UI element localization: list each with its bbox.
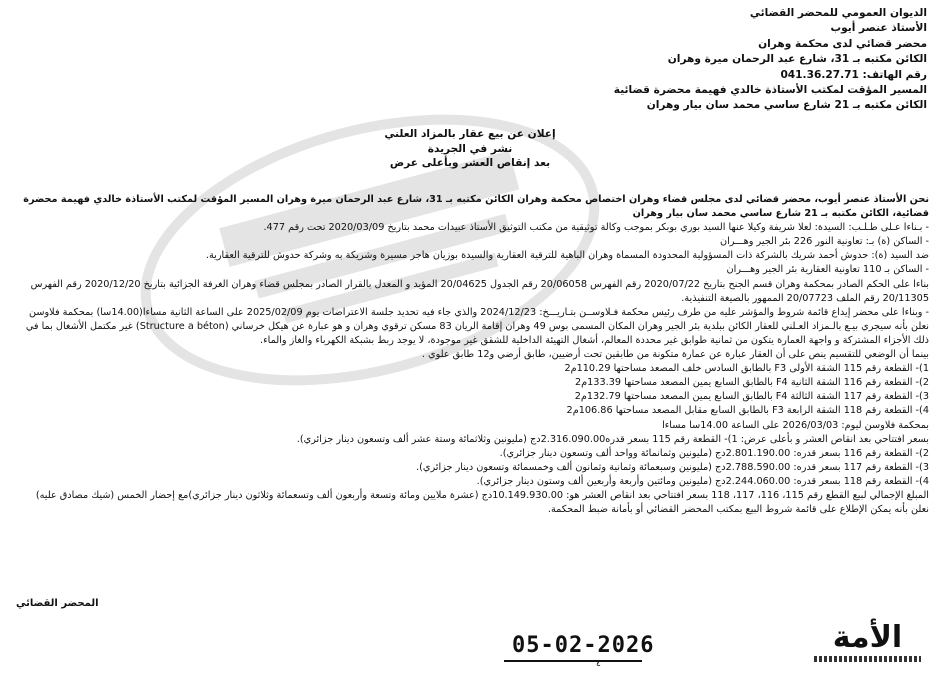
price-item: بسعر افتتاحي بعد انقاص العشر و بأعلى عرض: 1)- القطعة رقم 115 بسعر قدره2.316.090.00دج (مليونين وثلاثمائة وستة عشر ألف وتسعون دينار جزائري).	[296, 433, 929, 445]
body-paragraph: نعلن بأنه سيجري بيـع بالـمزاد العـلني للعقار الكائن ببلدية بئر الجير وهران المكان المسمى بوس 49 وهران إقامة الريان 83 مسكن ترقوي وهران و هو عبارة عن هيكل خرساني (Structure a béton) غير مكتمل الأشغال بما في ذلك الأجزاء المشتركة و واجهة العمارة يتكون من ثمانية طوابق غير محددة المعالم، أشغال التهيئة الداخلية للشقق غير موجودة، لا يوجد ربط بشبكة الكهرباء والغاز والماء.	[25, 320, 929, 346]
body-paragraph: نعلن بأنه يمكن الإطلاع على قائمة شروط البيع بمكتب المحضر القضائي أو بأمانة ضبط المحكمة.	[547, 504, 929, 516]
body-paragraph: ضد السيد (ة): حدوش أحمد شريك بالشركة ذات المسؤولية المحدودة المسماة وهران الباهية للترقية العقارية والسيدة بوزيان هاجر مسيرة وشريكة به وشركة حدوش للترقية العقارية.	[205, 250, 929, 262]
body-paragraph: بناءا على الحكم الصادر بمحكمة وهران قسم الجنح بتاريخ 2020/07/22 رقم الفهرس 20/06058 رقم الجدول 20/04625 المؤيد و المعدل بالقرار الصادر بمجلس قضاء وهران الغرفة الجزائية بتاريخ 2020/12/20 رقم الفهرس 20/11305 رقم الملف 20/07723 الممهور بالصيغة التنفيذية.	[30, 278, 929, 304]
body-paragraph: بينما أن الوضعي للتقسيم ينص على أن العقار عبارة عن عمارة متكونة من طابقين تحت أرضيين، طابق أرضي و12 طابق علوي .	[421, 349, 929, 361]
body-paragraph: - وبناءا على محضر إيداع قائمة شروط والمؤشر عليه من طرف رئيس محكمة فـلاوســن بتـاريـــخ: 2024/12/23 والذي جاء فيه تحديد جلسة الاعتراضات يوم 2025/02/09 على الساعة الثانية مساءا(14.00سا) بمحكمة فلاوسن	[29, 306, 929, 318]
logo-text: الأمة	[832, 620, 903, 655]
body-paragraph: نحن الأستاذ عنصر أيوب، محضر قضائي لدى مجلس قضاء وهران اختصاص محكمة وهران الكائن مكتبه بـ 31، شارع عبد الرحمان ميرة وهران المسير المؤقت لمكتب الأستاذة خالدي فهيمة محضرة قضائية، الكائن مكتبه بـ 21 شارع ساسي محمد سان بيار وهران	[23, 194, 929, 220]
body-paragraph: المبلغ الإجمالي لبيع القطع رقم 115، 116، 117، 118 بسعر افتتاحي بعد انقاص العشر هو: 10.149.930.00دج (عشرة ملايين ومائة وتسعة وأربعون ألف وتسعمائة وثلاثون دينار جزائري)مع إحضار الخمس (شيك مصادق عليه)	[35, 489, 929, 501]
lot-item: 3)- القطعة رقم 117 الشقة الثالثة F4 بالطابق السابع يمين المصعد مساحتها 132.79م2	[574, 391, 929, 403]
header-line: الكائن مكتبه بـ 31، شارع عبد الرحمان ميرة وهران	[667, 53, 927, 66]
body-paragraph: - بـناءا عـلى طـلـب: السيدة: لعلا شريفة وكيلا عنها السيد بوري بوبكر بموجب وكالة توثيقية من مكتب التوثيق الأستاذ عبيدات محمد بتاريخ 2020/03/09 تحت رقم 477.	[263, 222, 929, 234]
notice-body	[11, 193, 929, 517]
ad-title-line: بعد إنقاص العشر وبأعلى عرض	[389, 157, 551, 169]
price-item: 2)- القطعة رقم 116 بسعر قدره: 2.801.190.00دج (مليونين وثمانمائة وواحد ألف وتسعون دينار جزائري).	[499, 447, 929, 459]
logo-underline	[814, 656, 921, 662]
body-paragraph: بمحكمة فلاوسن ليوم: 2026/03/03 على الساعة 14.00سا مساءا	[662, 419, 929, 431]
bailiff-header	[447, 6, 927, 114]
publication-date: 05-02-2026	[512, 633, 655, 658]
price-item: 3)- القطعة رقم 117 بسعر قدره: 2.788.590.00دج (مليونين وسبعمائة وثمانية وثمانون ألف وخمسمائة وتسعون دينار جزائري).	[416, 461, 929, 473]
lot-item: 4)- القطعة رقم 118 الشقة الرابعة F3 بالطابق السابع مقابل المصعد مساحتها 106.86م2	[566, 405, 929, 417]
footer-divider	[504, 660, 642, 662]
ad-title-line: نشر في الجريدة	[427, 142, 513, 155]
lot-item: 1)- القطعة رقم 115 الشقة الأولى F3 بالطابق السادس خلف المصعد مساحتها 110.29م2	[564, 363, 929, 375]
header-line: رقم الهاتف: 041.36.27.71	[780, 68, 927, 81]
header-line: الكائن مكتبه بـ 21 شارع ساسي محمد سان بيار وهران	[646, 99, 927, 112]
price-item: 4)- القطعة رقم 118 بسعر قدره: 2.244.060.00دج (مليونين ومائتين وأربعة وأربعين ألف وستون دينار جزائري).	[476, 475, 929, 487]
header-line: المسير المؤقت لمكتب الأستاذة خالدي فهيمة محضرة قضائية	[613, 84, 927, 97]
lot-item: 2)- القطعة رقم 116 الشقة الثانية F4 بالطابق السابع يمين المصعد مساحتها 133.39م2	[574, 377, 929, 389]
header-line: محضر قضائي لدى محكمة وهران	[758, 37, 927, 50]
signature: المحضر القضائي	[16, 598, 99, 609]
header-line: الأستاذ عنصر أيوب	[830, 22, 927, 35]
ad-title-line: إعلان عن بيع عقار بالمزاد العلني	[384, 128, 556, 140]
newspaper-logo	[810, 622, 925, 668]
page-mark: ٤	[596, 659, 601, 669]
header-line: الديوان العمومي للمحضر القضائي	[749, 7, 927, 19]
ad-title	[300, 127, 640, 171]
body-paragraph: - الساكن (ة) بـ: تعاونية النور 226 بئر الجير وهـــران	[719, 236, 929, 248]
body-paragraph: - الساكن بـ 110 تعاونية العقارية بئر الجير وهـــران	[726, 264, 929, 276]
